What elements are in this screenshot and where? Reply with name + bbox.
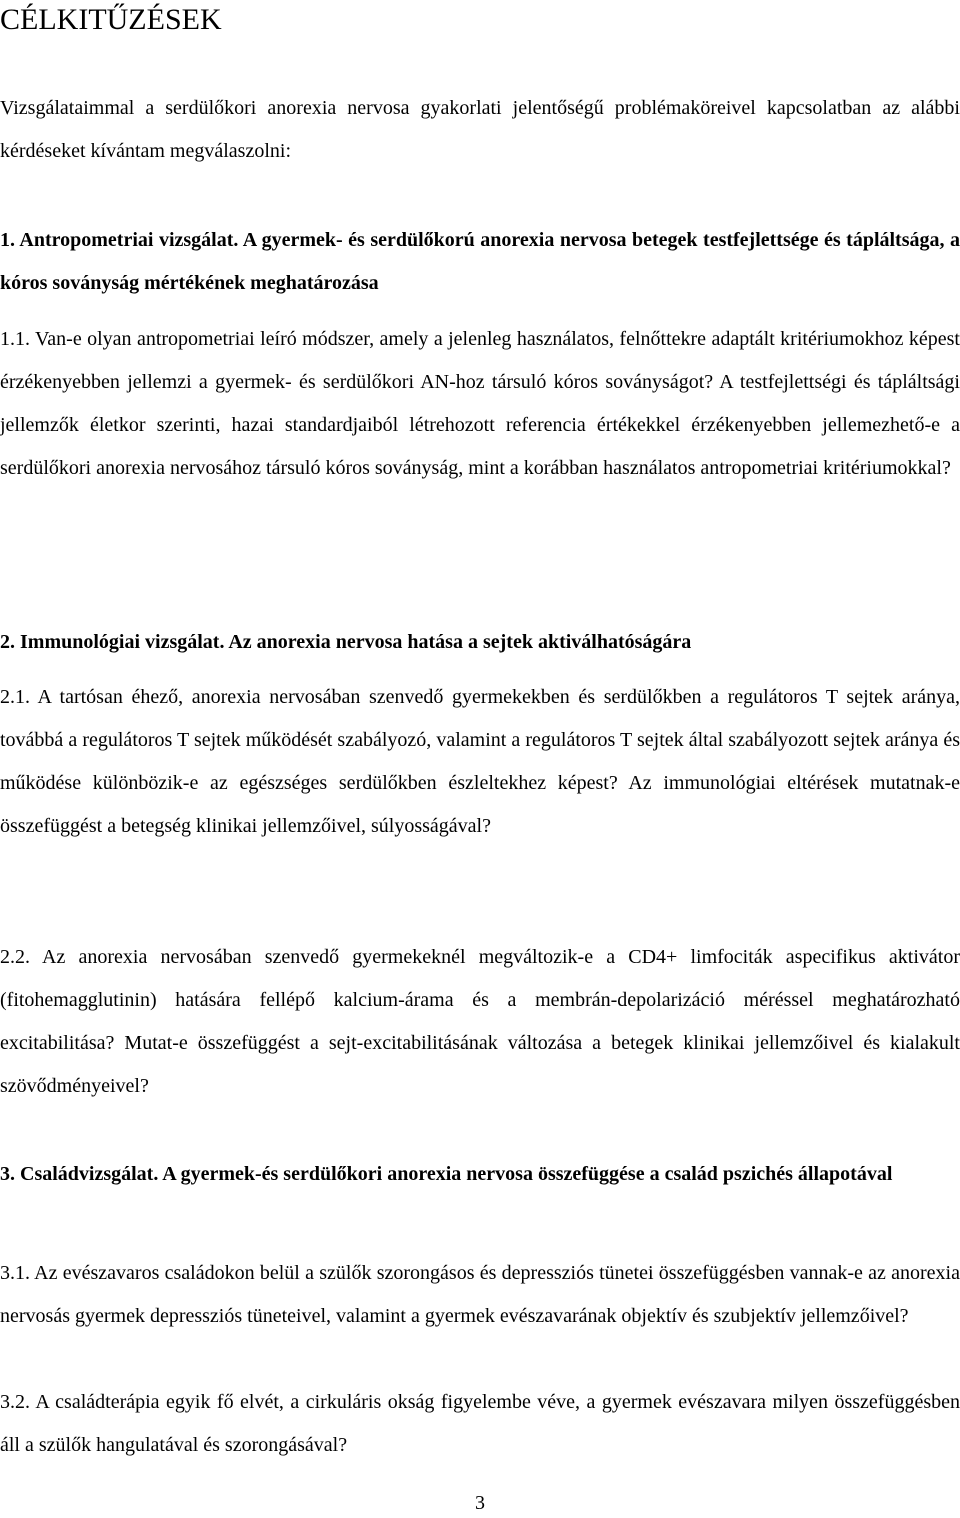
section-1-heading: 1. Antropometriai vizsgálat. A gyermek- és serdülőkorú anorexia nervosa betegek testfejlettsége és tápláltsága, a kóros soványság mértékének meghatározása bbox=[0, 229, 960, 294]
section-2-heading: 2. Immunológiai vizsgálat. Az anorexia nervosa hatása a sejtek aktiválhatóságára bbox=[0, 631, 692, 653]
page-number: 3 bbox=[475, 1492, 485, 1514]
question-2-2: 2.2. Az anorexia nervosában szenvedő gyermekeknél megváltozik-e a CD4+ limfociták aspecifikus aktivátor (fitohemagglutinin) hatására fellépő kalcium-árama és a membrán-depolarizáció méréssel meghatározható excitabilitása? Mutat-e összefüggést a sejt-excitabilitásának változása a betegek klinikai jellemzőivel és kialakult szövődményeivel? bbox=[0, 946, 960, 1097]
question-3-1: 3.1. Az evészavaros családokon belül a szülők szorongásos és depressziós tünetei összefüggésben vannak-e az anorexia nervosás gyermek depressziós tüneteivel, valamint a gyermek evészavarának objektív és szubjektív jellemzőivel? bbox=[0, 1262, 960, 1327]
question-1-1: 1.1. Van-e olyan antropometriai leíró módszer, amely a jelenleg használatos, felnőttekre adaptált kritériumokhoz képest érzékenyebben jellemzi a gyermek- és serdülőkori AN-hoz társuló kóros soványságot? A testfejlettségi és tápláltsági jellemzők életkor szerinti, hazai standardjaiból létrehozott referencia értékekkel érzékenyebben jellemezhető-e a serdülőkori anorexia nervosához társuló kóros soványság, mint a korábban használatos antropometriai kritériumokkal? bbox=[0, 328, 960, 479]
section-3-heading: 3. Családvizsgálat. A gyermek-és serdülőkori anorexia nervosa összefüggése a család pszichés állapotával bbox=[0, 1163, 893, 1185]
question-2-1: 2.1. A tartósan éhező, anorexia nervosában szenvedő gyermekekben és serdülőkben a regulátoros T sejtek aránya, továbbá a regulátoros T sejtek működését szabályozó, valamint a regulátoros T sejtek által szabályozott sejtek aránya és működése különbözik-e az egészséges serdülőkben észleltekhez képest? Az immunológiai eltérések mutatnak-e összefüggést a betegség klinikai jellemzőivel, súlyosságával? bbox=[0, 686, 960, 837]
page-title: CÉLKITŰZÉSEK bbox=[0, 3, 222, 36]
intro-paragraph: Vizsgálataimmal a serdülőkori anorexia nervosa gyakorlati jelentőségű problémaköreivel kapcsolatban az alábbi kérdéseket kívántam megválaszolni: bbox=[0, 97, 960, 162]
question-3-2: 3.2. A családterápia egyik fő elvét, a cirkuláris okság figyelembe véve, a gyermek evészavara milyen összefüggésben áll a szülők hangulatával és szorongásával? bbox=[0, 1391, 960, 1456]
